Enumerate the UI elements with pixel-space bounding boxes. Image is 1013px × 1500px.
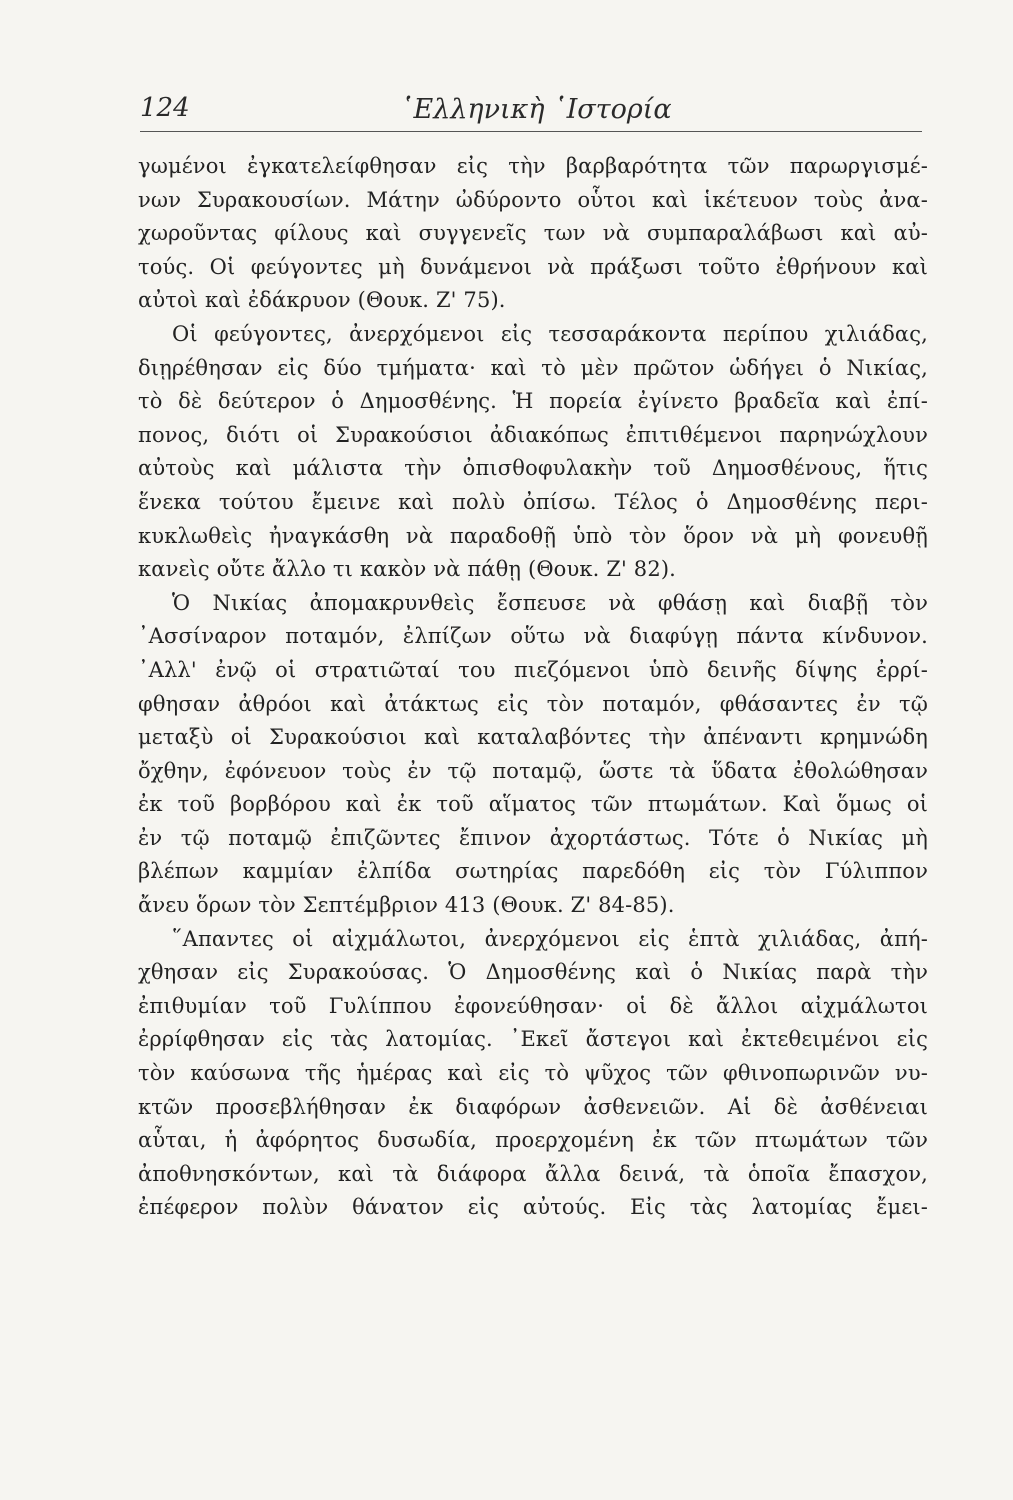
text-line: νων Συρακουσίων. Μάτην ὠδύροντο οὗτοι καὶ ἱκέτευον τοὺς ἀνα- [138,187,928,212]
text-line: γωμένοι ἐγκατελείφθησαν εἰς τὴν βαρβαρότητα τῶν παρωργισμέ- [138,154,928,178]
text-line: ᾿Αλλ' ἐνῷ οἱ στρατιῶταί του πιεζόμενοι ὑπὸ δεινῆς δίψης ἐρρί- [138,657,928,682]
page-number: 124 [140,93,190,123]
text-line: κτῶν προσεβλήθησαν ἐκ διαφόρων ἀσθενειῶν. Αἱ δὲ ἀσθένειαι [138,1094,928,1119]
text-line: χθησαν εἰς Συρακούσας. Ὁ Δημοσθένης καὶ ὁ Νικίας παρὰ τὴν [138,960,928,985]
text-line: διῃρέθησαν εἰς δύο τμήματα· καὶ τὸ μὲν πρῶτον ὡδήγει ὁ Νικίας, [138,355,928,380]
text-line: ἐπέφερον πολὺν θάνατον εἰς αὐτούς. Εἰς τὰς λατομίας ἔμει- [138,1195,928,1220]
text-line: τὸ δὲ δεύτερον ὁ Δημοσθένης. Ἡ πορεία ἐγίνετο βραδεῖα καὶ ἐπί- [138,389,928,414]
running-head-title: ῾Ελληνικὴ ῾Ιστορία [400,94,672,125]
header-rule [140,131,922,132]
text-line: Ὁ Νικίας ἀπομακρυνθεὶς ἔσπευσε νὰ φθάσῃ καὶ διαβῇ τὸν [172,590,928,615]
text-line: ᾿Ασσίναρον ποταμόν, ἐλπίζων οὕτω νὰ διαφύγῃ πάντα κίνδυνον. [138,624,928,649]
text-line: αὗται, ἡ ἀφόρητος δυσωδία, προερχομένη ἐκ τῶν πτωμάτων τῶν [138,1128,928,1153]
text-line: τὸν καύσωνα τῆς ἡμέρας καὶ εἰς τὸ ψῦχος τῶν φθινοπωρινῶν νυ- [138,1061,928,1086]
text-line: αὐτοὶ καὶ ἐδάκρυον (Θουκ. Ζ' 75). [138,288,506,313]
text-line: ἐπιθυμίαν τοῦ Γυλίππου ἐφονεύθησαν· οἱ δὲ ἄλλοι αἰχμάλωτοι [138,993,928,1018]
text-line: ῞Απαντες οἱ αἰχμάλωτοι, ἀνερχόμενοι εἰς ἑπτὰ χιλιάδας, ἀπή- [172,926,928,951]
text-line: ἐν τῷ ποταμῷ ἐπιζῶντες ἔπινον ἀχορτάστως. Τότε ὁ Νικίας μὴ [138,825,928,850]
text-line: αὐτοὺς καὶ μάλιστα τὴν ὀπισθοφυλακὴν τοῦ Δημοσθένους, ἥτις [138,456,928,481]
text-line: κανεὶς οὔτε ἄλλο τι κακὸν νὰ πάθῃ (Θουκ. Ζ' 82). [138,557,676,582]
text-line: χωροῦντας φίλους καὶ συγγενεῖς των νὰ συμπαραλάβωσι καὶ αὐ- [138,221,928,246]
text-line: ἐκ τοῦ βορβόρου καὶ ἐκ τοῦ αἵματος τῶν πτωμάτων. Καὶ ὅμως οἱ [138,792,928,817]
text-line: ἕνεκα τούτου ἔμεινε καὶ πολὺ ὀπίσω. Τέλος ὁ Δημοσθένης περι- [138,489,928,514]
text-line: κυκλωθεὶς ἠναγκάσθη νὰ παραδοθῇ ὑπὸ τὸν ὅρον νὰ μὴ φονευθῇ [138,523,928,548]
text-line: μεταξὺ οἱ Συρακούσιοι καὶ καταλαβόντες τὴν ἀπέναντι κρημνώδη [138,725,928,750]
text-line: τούς. Οἱ φεύγοντες μὴ δυνάμενοι νὰ πράξωσι τοῦτο ἐθρήνουν καὶ [138,254,928,279]
text-line: ὄχθην, ἐφόνευον τοὺς ἐν τῷ ποταμῷ, ὥστε τὰ ὕδατα ἐθολώθησαν [138,758,928,783]
text-line: φθησαν ἀθρόοι καὶ ἀτάκτως εἰς τὸν ποταμόν, φθάσαντες ἐν τῷ [138,691,928,716]
text-line: ἐρρίφθησαν εἰς τὰς λατομίας. ᾿Εκεῖ ἄστεγοι καὶ ἐκτεθειμένοι εἰς [138,1027,928,1052]
text-line: βλέπων καμμίαν ἐλπίδα σωτηρίας παρεδόθη εἰς τὸν Γύλιππον [138,859,928,884]
text-line: ἄνευ ὅρων τὸν Σεπτέμβριον 413 (Θουκ. Ζ' 84-85). [138,893,675,918]
text-line: πονος, διότι οἱ Συρακούσιοι ἀδιακόπως ἐπιτιθέμενοι παρηνώχλουν [138,422,928,447]
text-line: ἀποθνησκόντων, καὶ τὰ διάφορα ἄλλα δεινά, τὰ ὁποῖα ἔπασχον, [138,1161,928,1186]
text-line: Οἱ φεύγοντες, ἀνερχόμενοι εἰς τεσσαράκοντα περίπου χιλιάδας, [172,321,928,346]
body-text [138,150,928,1225]
